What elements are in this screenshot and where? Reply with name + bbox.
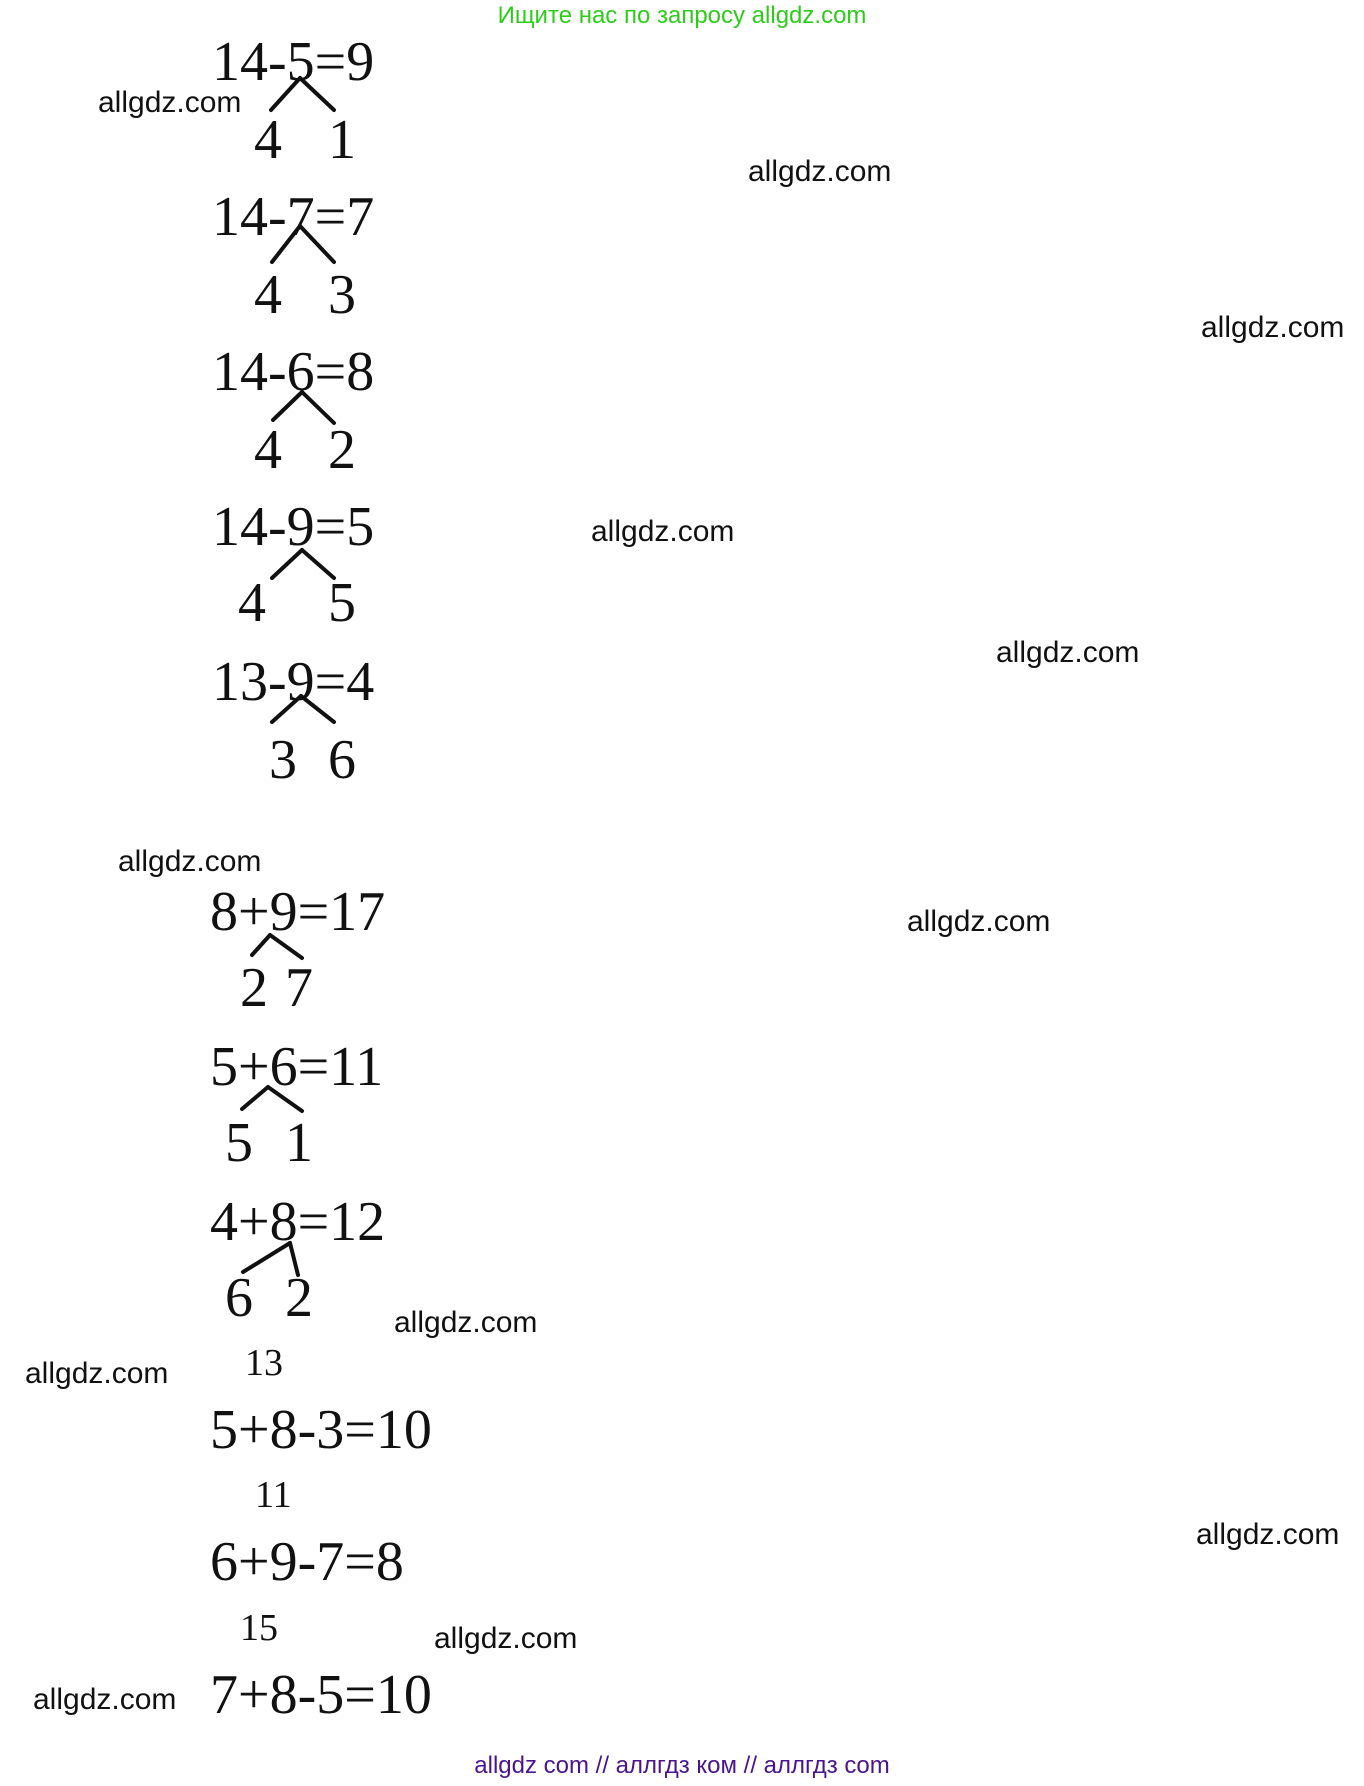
decomposition-part: 6 [328, 729, 356, 791]
equation: 14-7=7 [212, 186, 375, 248]
decomposition-part: 4 [254, 419, 282, 481]
watermark: allgdz.com [591, 515, 735, 548]
top-banner: Ищите нас по запросу allgdz.com [497, 2, 867, 29]
branch-lines [272, 226, 334, 262]
intermediate-result: 15 [240, 1607, 278, 1649]
equation: 14-6=8 [212, 341, 375, 403]
watermark: allgdz.com [394, 1306, 538, 1339]
watermark: allgdz.com [434, 1622, 578, 1655]
branch-lines [252, 935, 302, 958]
decomposition-part: 2 [328, 419, 356, 481]
equation: 7+8-5=10 [210, 1664, 432, 1726]
watermark: allgdz.com [1201, 311, 1345, 344]
equation: 14-9=5 [212, 496, 375, 558]
equation: 14-5=9 [212, 31, 375, 93]
watermark: allgdz.com [33, 1683, 177, 1716]
branch-lines [242, 1087, 302, 1111]
bottom-footer: allgdz com // аллгдз ком // аллгдз com [474, 1752, 890, 1779]
decomposition-part: 6 [225, 1267, 253, 1329]
intermediate-result: 11 [255, 1474, 292, 1516]
decomposition-part: 5 [328, 572, 356, 634]
branch-lines [273, 392, 334, 423]
decomposition-part: 2 [285, 1267, 313, 1329]
watermark: allgdz.com [996, 636, 1140, 669]
equation: 8+9=17 [210, 881, 386, 943]
branch-lines [272, 696, 334, 722]
equation: 4+8=12 [210, 1191, 386, 1253]
branch-lines [271, 78, 334, 110]
decomposition-part: 1 [285, 1112, 313, 1174]
equation: 5+8-3=10 [210, 1399, 432, 1461]
equation: 6+9-7=8 [210, 1531, 404, 1593]
watermark: allgdz.com [98, 86, 242, 119]
branch-lines [243, 1243, 298, 1275]
branch-lines [272, 550, 334, 578]
watermark: allgdz.com [1196, 1518, 1340, 1551]
watermark: allgdz.com [748, 155, 892, 188]
equation: 5+6=11 [210, 1036, 384, 1098]
watermark: allgdz.com [118, 845, 262, 878]
decomposition-part: 1 [328, 109, 356, 171]
decomposition-part: 4 [238, 572, 266, 634]
decomposition-part: 3 [328, 264, 356, 326]
intermediate-result: 13 [245, 1342, 283, 1384]
watermark: allgdz.com [25, 1357, 169, 1390]
decomposition-part: 3 [269, 729, 297, 791]
decomposition-part: 4 [254, 264, 282, 326]
watermark: allgdz.com [907, 905, 1051, 938]
decomposition-part: 4 [254, 109, 282, 171]
decomposition-part: 2 [240, 957, 268, 1019]
equation: 13-9=4 [212, 651, 375, 713]
decomposition-part: 5 [225, 1112, 253, 1174]
decomposition-part: 7 [285, 957, 313, 1019]
